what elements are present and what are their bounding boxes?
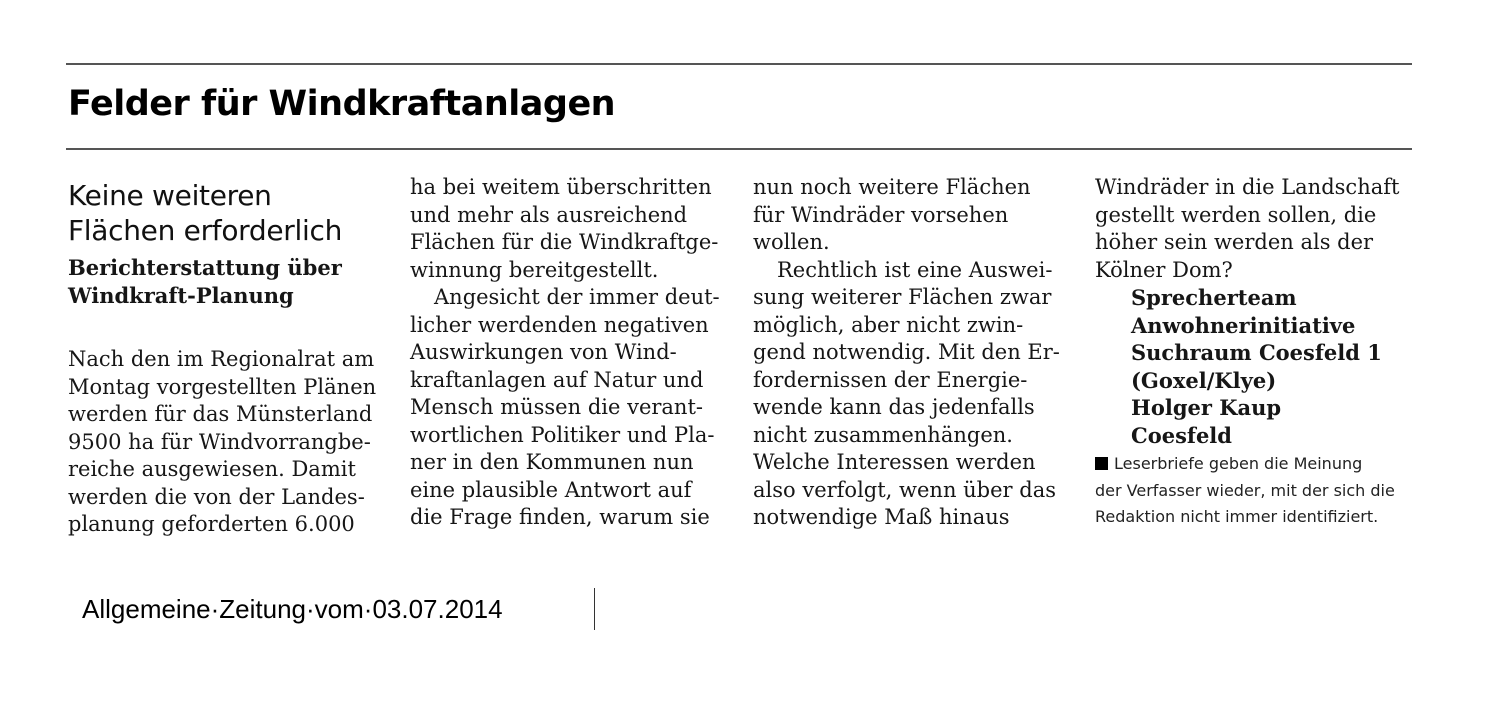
text-line: wollen. [753, 230, 830, 254]
signature-line: Sprecherteam [1131, 285, 1297, 310]
text-line: wende kann das jedenfalls [753, 395, 1035, 419]
letter-signature [1095, 284, 1425, 449]
signature-line: Coesfeld [1131, 422, 1232, 448]
text-line: Angesicht der immer deut- [434, 285, 720, 309]
text-line: Flächen für die Windkraftge- [410, 230, 719, 254]
text-line: die Frage finden, warum sie [410, 505, 710, 529]
source-caption: Allgemeine·Zeitung·vom·03.07.2014 [82, 594, 503, 624]
column-4 [1095, 174, 1425, 531]
signature-line: Anwohnerinitiative [1131, 312, 1356, 338]
column-1-text [68, 346, 388, 539]
text-line: Nach den im Regionalrat am [68, 347, 375, 371]
text-line: Windräder in die Landschaft [1095, 175, 1400, 199]
text-line: Auswirkungen von Wind- [410, 340, 677, 364]
text-line: planung geforderten 6.000 [68, 512, 355, 536]
text-line: licher werdenden negativen [410, 312, 709, 337]
text-line: nicht zusammenhängen. [753, 422, 1013, 447]
text-line: Kölner Dom? [1095, 257, 1233, 282]
text-line: gend notwendig. Mit den Er- [753, 340, 1060, 364]
letter-title [68, 178, 388, 248]
text-line: notwendige Maß hinaus [753, 505, 1010, 529]
text-line: nun noch weitere Flächen [753, 175, 1031, 199]
text-line: und mehr als ausreichend [410, 202, 688, 227]
text-line: wortlichen Politiker und Pla- [410, 422, 715, 447]
subtitle-line: Windkraft-Planung [68, 282, 294, 308]
text-line: ner in den Kommunen nun [410, 450, 694, 474]
letter-title-line: Keine weiteren [68, 179, 272, 212]
subtitle-line: Berichterstattung über [68, 255, 342, 280]
column-3 [753, 174, 1073, 532]
text-line: winnung bereitgestellt. [410, 257, 659, 282]
text-line: gestellt werden sollen, die [1095, 202, 1377, 227]
signature-line: Suchraum Coesfeld 1 [1131, 340, 1382, 365]
top-rule [66, 63, 1412, 65]
text-cursor [594, 588, 595, 630]
text-line: also verfolgt, wenn über das [753, 477, 1057, 502]
signature-line: (Goxel/Klye) [1131, 367, 1277, 393]
text-line: reiche ausgewiesen. Damit [68, 457, 356, 481]
letter-title-line: Flächen erforderlich [68, 214, 343, 247]
disclaimer-line: Redaktion nicht immer identifiziert. [1095, 507, 1379, 526]
disclaimer-text: Leserbriefe geben die Meinung [1114, 454, 1363, 473]
text-line: fordernissen der Energie- [753, 367, 1028, 392]
letter-subtitle [68, 254, 388, 309]
text-line: werden die von der Landes- [68, 484, 365, 509]
text-line: eine plausible Antwort auf [410, 477, 692, 502]
article-headline: Felder für Windkraftanlagen [68, 84, 616, 124]
text-line: für Windräder vorsehen [753, 202, 1009, 227]
column-1 [68, 174, 388, 539]
column-2 [410, 174, 735, 532]
text-line: Welche Interessen werden [753, 450, 1036, 474]
text-line: möglich, aber nicht zwin- [753, 312, 1024, 337]
text-line: höher sein werden als der [1095, 230, 1374, 254]
square-bullet-icon [1095, 457, 1108, 470]
disclaimer-line: der Verfasser wieder, mit der sich die [1095, 480, 1395, 500]
text-line: Rechtlich ist eine Auswei- [777, 257, 1053, 282]
text-line: kraftanlagen auf Natur und [410, 367, 704, 392]
text-line: werden für das Münsterland [68, 402, 373, 426]
editorial-disclaimer [1095, 451, 1425, 531]
text-line: 9500 ha für Windvorrangbe- [68, 429, 371, 454]
disclaimer-line [1095, 451, 1425, 478]
text-line: Mensch müssen die verant- [410, 395, 703, 419]
text-line: Montag vorgestellten Plänen [68, 374, 377, 399]
signature-line: Holger Kaup [1131, 395, 1282, 420]
text-line: ha bei weitem überschritten [410, 175, 712, 199]
text-line: sung weiterer Flächen zwar [753, 285, 1052, 309]
headline-rule [66, 148, 1412, 150]
